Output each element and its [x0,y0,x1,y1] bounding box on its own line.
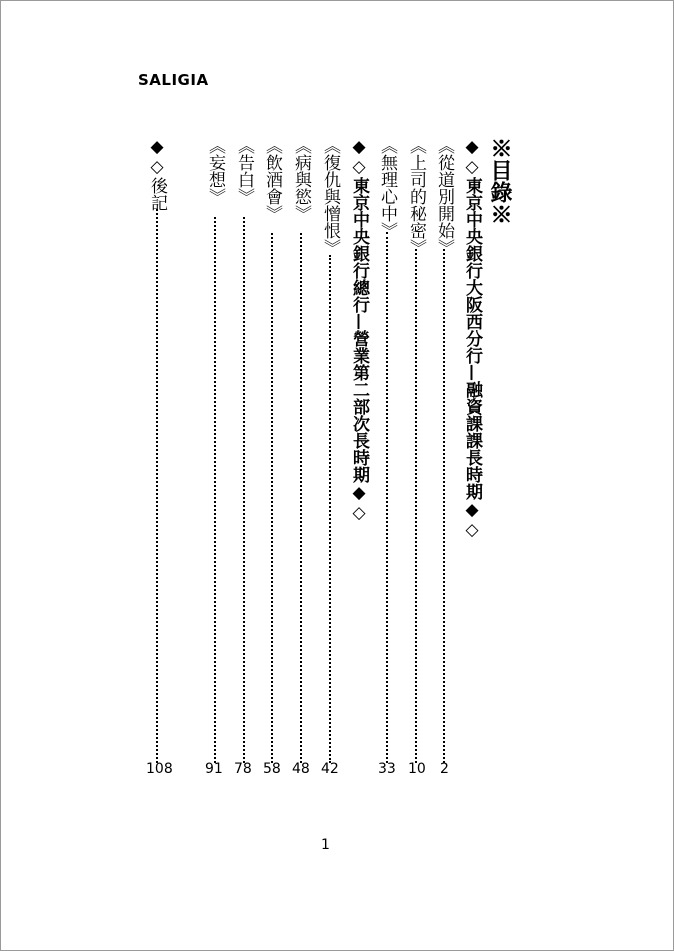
toc-entry[interactable] [286,137,316,222]
page-ref: 91 [205,761,223,777]
dot-leader [329,255,331,763]
toc-entry-title: 《飲酒會》 [262,137,282,222]
toc-entry-title: 《上司的秘密》 [406,137,426,256]
dot-leader [271,233,273,763]
page-ref: 78 [234,761,252,777]
dot-leader [415,249,417,763]
dot-leader [300,233,302,763]
page-ref: 2 [440,761,449,777]
toc-entry[interactable] [401,137,431,256]
toc-entry-title: 《告白》 [234,137,254,205]
toc-entry[interactable] [229,137,259,205]
page-ref: 10 [408,761,426,777]
toc-entry[interactable] [200,137,230,205]
toc-entry-title: 《妄想》 [205,137,225,205]
toc-entry[interactable] [257,137,287,222]
toc-entry-title: 《無理心中》 [377,137,397,239]
toc-title-column [485,137,515,225]
section-heading-column [457,137,487,540]
toc-entry[interactable] [429,137,459,256]
toc-title: ※目錄※ [487,137,513,225]
section-heading-column [344,137,374,523]
page-ref: 108 [146,761,173,777]
toc-entry[interactable] [372,137,402,239]
page-ref: 33 [378,761,396,777]
toc-entry-title: 《復仇與憎恨》 [320,137,340,256]
dot-leader [156,209,158,763]
dot-leader [443,249,445,763]
dot-leader [243,217,245,763]
section-heading: ◆◇東京中央銀行總行—營業第二部次長時期◆◇ [349,137,369,523]
page-ref: 58 [263,761,281,777]
toc-entry-title: 《病與慾》 [291,137,311,222]
toc-entry[interactable] [315,137,345,256]
toc-entry-title: 《從道別開始》 [434,137,454,256]
dot-leader [214,217,216,763]
page-ref: 42 [321,761,339,777]
section-heading: ◆◇東京中央銀行大阪西分行—融資課課長時期◆◇ [462,137,482,540]
running-header: SALIGIA [138,71,209,89]
page-number: 1 [321,837,330,853]
page-ref: 48 [292,761,310,777]
toc-entry-afterword[interactable] [142,137,172,211]
dot-leader [386,232,388,763]
toc-entry-title: ◆◇後記 [147,137,167,211]
